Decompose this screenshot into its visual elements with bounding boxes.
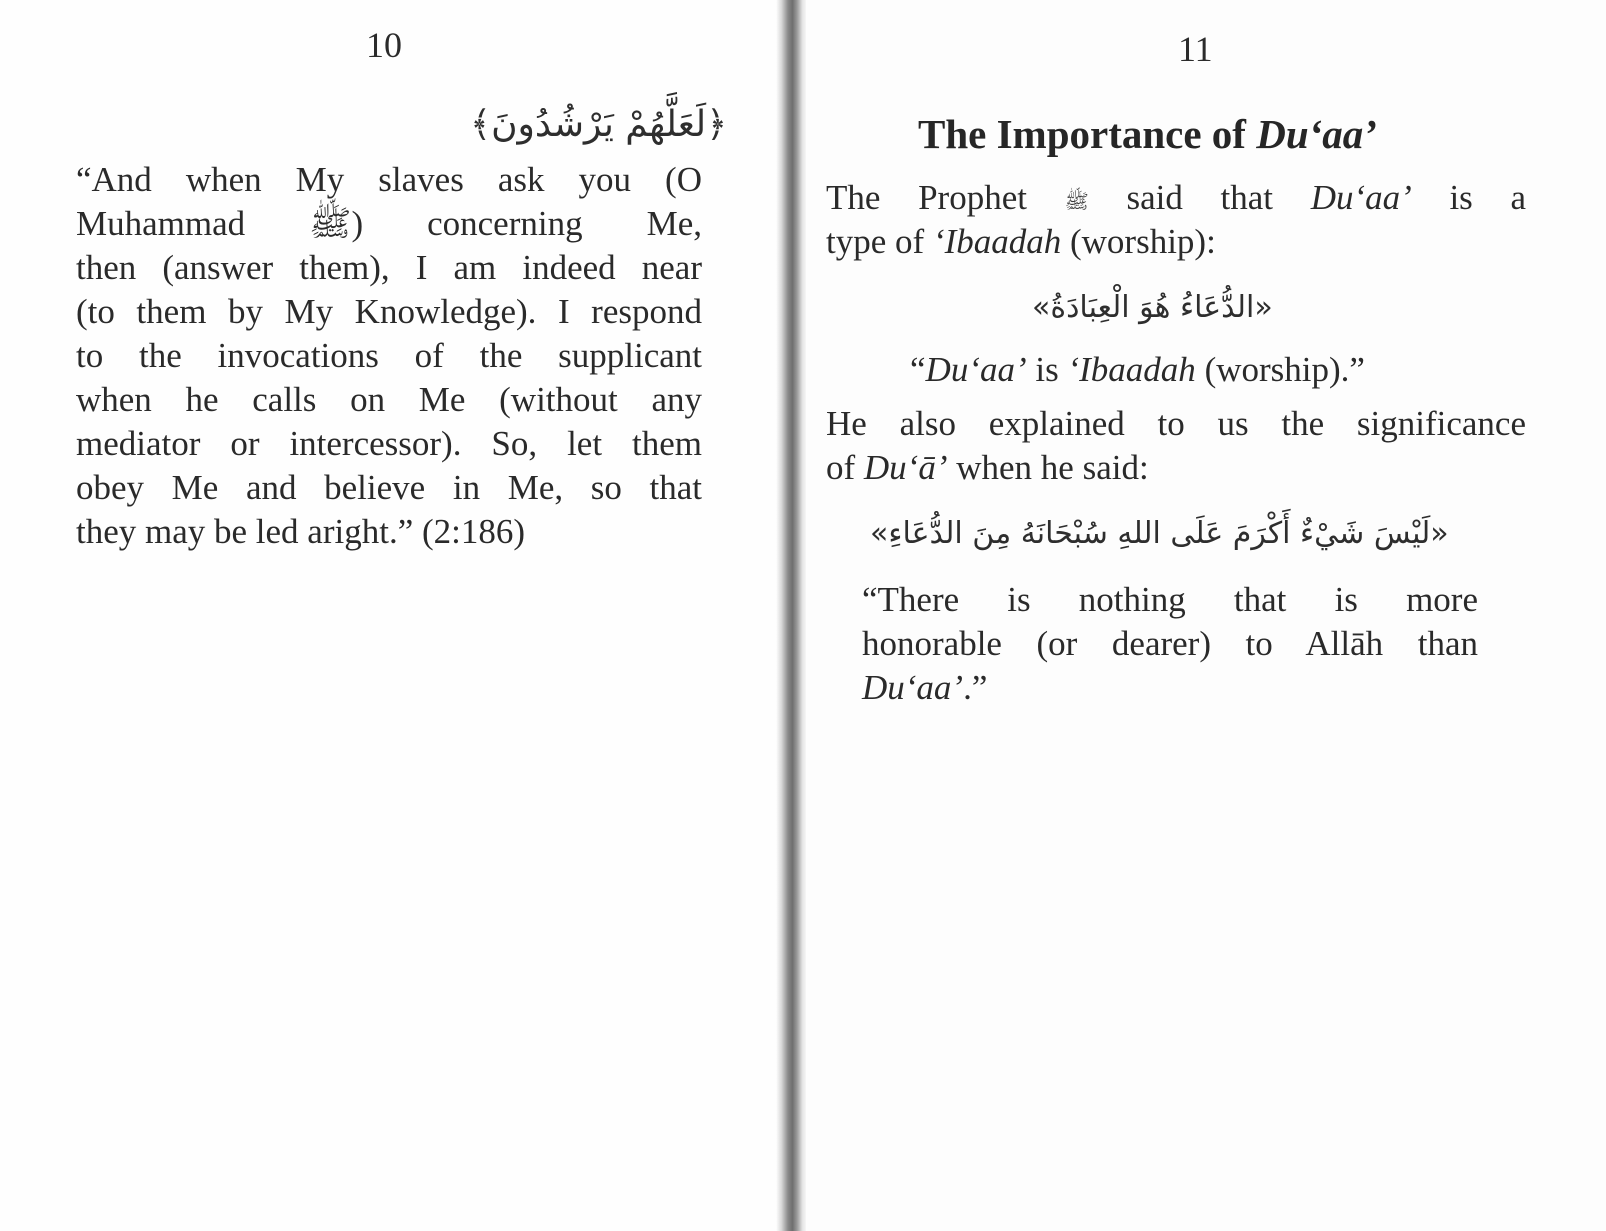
translation-line: “There is nothing that is more <box>862 580 1478 619</box>
text-run: (worship).” <box>1195 350 1365 389</box>
hadith-arabic-2: «لَيْسَ شَيْءٌ أَكْرَمَ عَلَى اللهِ سُبْحَانَهُ مِنَ الدُّعَاءِ» <box>870 516 1449 551</box>
quran-verse-translation <box>76 158 702 554</box>
page-number-right: 11 <box>1178 29 1213 69</box>
hadith-translation-1 <box>910 350 1365 390</box>
right-page <box>800 0 1606 1231</box>
term-duaa: Du‘aa’ <box>1310 178 1412 217</box>
translation-line: obey Me and believe in Me, so that <box>76 468 702 507</box>
term-duaa: Du‘aa’ <box>862 668 964 707</box>
paragraph-significance <box>826 402 1526 490</box>
term-ibaadah: ‘Ibaadah <box>932 222 1062 261</box>
text-run: .” <box>963 668 988 707</box>
paragraph-line <box>826 176 1526 220</box>
translation-line: to the invocations of the supplicant <box>76 336 702 375</box>
hadith-translation-2 <box>862 578 1478 710</box>
text-run: is a <box>1449 178 1526 217</box>
translation-line: mediator or intercessor). So, let them <box>76 424 702 463</box>
text-run: (worship): <box>1069 222 1216 261</box>
translation-line: honorable (or dearer) to Allāh than <box>862 624 1478 663</box>
heading-term: Du‘aa’ <box>1256 111 1377 157</box>
heading-text: The Importance of <box>918 111 1257 157</box>
page-number-left: 10 <box>366 25 402 65</box>
term-dua: Du‘ā’ <box>863 448 948 487</box>
text-run: of <box>826 448 856 487</box>
section-heading <box>918 110 1377 158</box>
text-run: said that <box>1126 178 1274 217</box>
salutation-glyph: ﷺ <box>1064 188 1089 213</box>
book-gutter <box>776 0 806 1231</box>
translation-line: Muhammad ﷺ) concerning Me, <box>76 204 703 243</box>
translation-line: they may be led aright.” (2:186) <box>76 512 526 551</box>
translation-line <box>862 666 1478 710</box>
paragraph-line: He also explained to us the significance <box>826 404 1526 443</box>
text-run: The Prophet <box>826 178 1027 217</box>
text-run: type of <box>826 222 925 261</box>
translation-line: then (answer them), I am indeed near <box>76 248 702 287</box>
text-run: when he said: <box>956 448 1149 487</box>
paragraph-line <box>826 220 1526 264</box>
translation-line: when he calls on Me (without any <box>76 380 702 419</box>
quote-mark: “ <box>910 350 926 389</box>
quran-verse-arabic: ﴿لَعَلَّهُمْ يَرْشُدُونَ﴾ <box>470 104 728 145</box>
hadith-arabic-1: «الدُّعَاءُ هُوَ الْعِبَادَةُ» <box>1032 290 1273 325</box>
paragraph-line <box>826 446 1526 490</box>
paragraph-prophet-said <box>826 176 1526 264</box>
text-run: is <box>1026 350 1068 389</box>
left-page <box>0 0 792 1231</box>
translation-line: (to them by My Knowledge). I respond <box>76 292 702 331</box>
term-duaa: Du‘aa’ <box>925 350 1027 389</box>
term-ibaadah: ‘Ibaadah <box>1067 350 1196 389</box>
translation-line: “And when My slaves ask you (O <box>76 160 702 199</box>
